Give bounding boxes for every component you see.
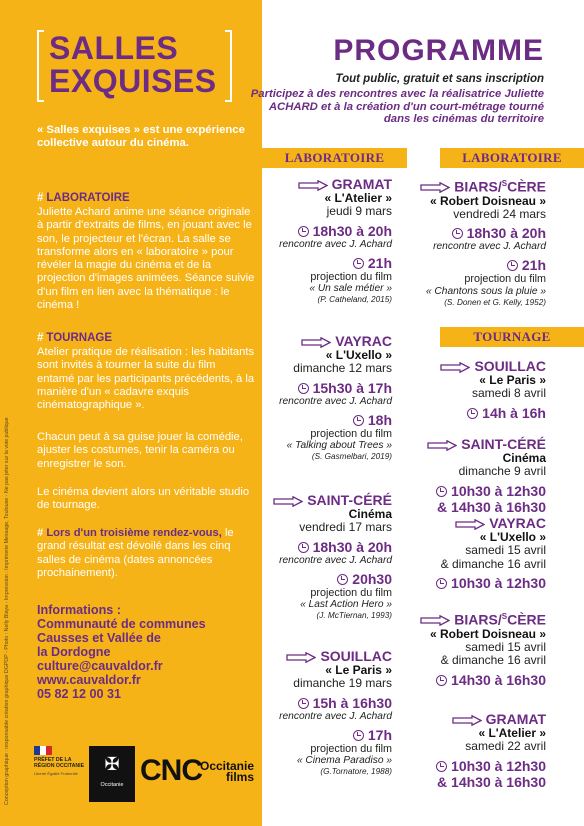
lead-paragraph: « Salles exquises » est une expérience collective autour du cinéma. — [37, 124, 245, 149]
event-slot: 20h30 — [262, 571, 392, 587]
third-meeting-heading: Lors d'un troisième rendez-vous, — [46, 527, 222, 539]
event-projection: projection du film — [310, 586, 392, 599]
event-town: GRAMAT — [386, 711, 546, 727]
event-slot: 14h30 à 16h30 — [386, 672, 546, 688]
event-place: « L'Atelier » — [478, 726, 546, 740]
tournage-text-3: Le cinéma devient alors un véritable studio de tournage. — [37, 486, 250, 512]
event-biars-1 — [396, 176, 546, 308]
info-org-3: la Dordogne — [37, 645, 111, 659]
banner-laboratoire-2: LABORATOIRE — [440, 148, 584, 168]
labo-text: Juliette Achard anime une séance originale à partir d'extraits de films, en jouant avec le son, le projecteur et l'écran. La salle se transforme alors en « laboratoire » pour révéler la magie du cinéma et de la projection d'images animées. Séance suivie d'un film en lien avec la thématique : le cinéma ! — [37, 206, 255, 312]
event-slot: 18h30 à 20h — [262, 223, 392, 239]
arrow-right-icon — [273, 496, 303, 507]
tournage-heading-text: TOURNAGE — [46, 332, 113, 344]
left-panel — [0, 0, 262, 826]
event-date-2: & dimanche 16 avril — [440, 556, 546, 571]
event-souillac-1 — [262, 648, 392, 777]
event-slot: 21h — [396, 257, 546, 273]
event-film: « Chantons sous la pluie » — [425, 285, 546, 297]
clock-icon — [436, 675, 447, 686]
programme-subtitle: Tout public, gratuit et sans inscription — [335, 73, 544, 85]
event-film-credit: (G.Tornatore, 1988) — [320, 767, 392, 776]
page-title — [49, 32, 217, 98]
clock-icon — [298, 698, 309, 709]
event-date: vendredi 17 mars — [299, 520, 392, 534]
event-meeting: rencontre avec J. Achard — [279, 395, 392, 407]
event-town: BIARS/$^S$CÈRE — [396, 176, 546, 195]
event-slot: 18h30 à 20h — [396, 225, 546, 241]
event-gramat-2 — [386, 711, 546, 790]
event-date: dimanche 19 mars — [293, 676, 392, 690]
occitan-cross-icon: ✠ — [104, 754, 120, 774]
event-place: « Robert Doisneau » — [429, 193, 546, 208]
arrow-right-icon — [286, 652, 316, 663]
event-slot: 14h à 16h — [396, 405, 546, 421]
event-town: VAYRAC — [262, 333, 392, 349]
arrow-right-icon — [452, 715, 482, 726]
event-place: « L'Uxello » — [479, 530, 546, 544]
clock-icon — [298, 383, 309, 394]
event-film-credit: (S. Donen et G. Kelly, 1952) — [444, 297, 546, 307]
event-film: « Last Action Hero » — [300, 599, 392, 610]
arrow-right-icon — [440, 362, 470, 373]
event-place: « Le Paris » — [479, 373, 546, 387]
occitanie-logo — [89, 746, 135, 802]
event-place: « Le Paris » — [325, 663, 392, 677]
event-town: SAINT-CÉRÉ — [386, 436, 546, 452]
event-vayrac-1 — [262, 333, 392, 462]
right-panel — [250, 0, 584, 826]
tournage-text-2: Chacun peut à sa guise jouer la comédie, ajuster les costumes, tenir la caméra ou enregistrer le son. — [37, 431, 243, 470]
arrow-right-icon — [420, 182, 450, 193]
french-flag-icon — [34, 746, 52, 755]
info-phone[interactable]: 05 82 12 00 31 — [37, 687, 122, 701]
event-slot: 10h30 à 12h30 — [386, 758, 546, 774]
hash-symbol: # — [37, 332, 44, 344]
event-date: vendredi 24 mars — [453, 206, 546, 221]
occitanie-logo-text: Occitanie — [100, 782, 124, 788]
event-meeting: rencontre avec J. Achard — [433, 241, 546, 253]
hash-symbol: # — [37, 527, 44, 539]
event-slot-2: & 14h30 à 16h30 — [437, 498, 546, 515]
event-town: SOUILLAC — [396, 358, 546, 374]
event-slot: 10h30 à 12h30 — [386, 575, 546, 591]
event-meeting: rencontre avec J. Achard — [279, 554, 392, 566]
title-bracket-right — [225, 30, 232, 102]
event-film-credit: (J. McTiernan, 1993) — [316, 611, 392, 620]
tournage-heading — [37, 332, 112, 344]
event-slot: 18h30 à 20h — [262, 539, 392, 555]
info-org-2: Causses et Vallée de — [37, 631, 161, 645]
banner-laboratoire-1: LABORATOIRE — [262, 148, 407, 168]
event-film: « Un sale métier » — [309, 283, 392, 294]
event-place: « L'Atelier » — [324, 191, 392, 205]
clock-icon — [353, 415, 364, 426]
arrow-right-icon — [420, 615, 450, 626]
event-date: dimanche 12 mars — [293, 361, 392, 375]
clock-icon — [298, 542, 309, 553]
event-slot-2: & 14h30 à 16h30 — [437, 773, 546, 790]
event-date: samedi 22 avril — [465, 739, 546, 753]
event-film-credit: (S. Gasmelbari, 2019) — [311, 452, 392, 461]
credits-vertical: Conception graphique : responsable création graphique DGPDP - Photo : Nelly Blaya - Impression : Imprimerie Message, Toulouse - Ne pas jeter sur la voie publique — [4, 417, 10, 805]
clock-icon — [298, 226, 309, 237]
event-vayrac-2 — [386, 515, 546, 591]
info-email-link[interactable]: culture@cauvaldor.fr — [37, 659, 163, 673]
event-meeting: rencontre avec J. Achard — [279, 238, 392, 250]
clock-icon — [452, 228, 463, 239]
salles-exquises-title — [37, 30, 232, 102]
third-meeting-body: le grand résultat est dévoilé dans les cinq salles de cinéma (dates annoncées prochainement). — [37, 527, 234, 579]
info-org-1: Communauté de communes — [37, 617, 206, 631]
event-place: Cinéma — [502, 451, 546, 465]
event-film: « Cinema Paradiso » — [296, 755, 392, 766]
arrow-right-icon — [298, 180, 328, 191]
clock-icon — [353, 258, 364, 269]
clock-icon — [337, 574, 348, 585]
title-line-2: EXQUISES — [49, 63, 217, 99]
event-town: VAYRAC — [386, 515, 546, 531]
event-date: dimanche 9 avril — [458, 464, 546, 478]
tournage-text: Atelier pratique de réalisation : les habitants sont invités à tourner la suite du film entamé par les participants précédents, à la manière d'un « cadavre exquis cinématographique ». — [37, 346, 255, 412]
clock-icon — [353, 730, 364, 741]
event-projection: projection du film — [310, 742, 392, 755]
event-saint-cere-1 — [262, 492, 392, 621]
event-film-credit: (P. Catheland, 2015) — [317, 295, 392, 304]
programme-intro: Participez à des rencontres avec la réalisatrice Juliette ACHARD et à la création d'un court-métrage tourné dans les cinémas du territoire — [250, 88, 544, 125]
event-date-2: & dimanche 16 avril — [440, 653, 546, 668]
event-projection: projection du film — [310, 427, 392, 440]
event-date: samedi 15 avril — [465, 543, 546, 557]
event-place: « L'Uxello » — [325, 348, 392, 362]
arrow-right-icon — [427, 440, 457, 451]
event-town: GRAMAT — [262, 176, 392, 192]
event-town: SOUILLAC — [262, 648, 392, 664]
event-slot: 18h — [262, 412, 392, 428]
labo-heading-text: LABORATOIRE — [46, 192, 130, 204]
arrow-right-icon — [301, 337, 331, 348]
event-projection: projection du film — [310, 270, 392, 283]
event-biars-2 — [386, 609, 546, 688]
event-slot: 10h30 à 12h30 — [386, 483, 546, 499]
title-line-1: SALLES — [49, 30, 179, 66]
event-place: « Robert Doisneau » — [429, 626, 546, 641]
info-website-link[interactable]: www.cauvaldor.fr — [37, 673, 141, 687]
programme-title: PROGRAMME — [333, 34, 544, 67]
clock-icon — [436, 761, 447, 772]
labo-heading — [37, 192, 130, 204]
arrow-right-icon — [455, 519, 485, 530]
info-block — [37, 603, 257, 701]
cnc-logo: CNC — [140, 754, 202, 787]
banner-tournage: TOURNAGE — [440, 327, 584, 347]
event-place: Cinéma — [348, 507, 392, 521]
hash-symbol: # — [37, 192, 44, 204]
event-slot: 15h30 à 17h — [262, 380, 392, 396]
event-town: SAINT-CÉRÉ — [262, 492, 392, 508]
third-meeting-text — [37, 527, 255, 580]
event-souillac-2 — [396, 358, 546, 421]
event-gramat-1 — [262, 176, 392, 305]
occitanie-films-text-1: Occitanie — [200, 759, 255, 773]
partner-logos — [34, 746, 262, 802]
event-slot: 17h — [262, 727, 392, 743]
event-projection: projection du film — [464, 273, 546, 286]
clock-icon — [507, 260, 518, 271]
clock-icon — [467, 408, 478, 419]
event-slot: 15h à 16h30 — [262, 695, 392, 711]
title-bracket-left — [37, 30, 44, 102]
clock-icon — [436, 486, 447, 497]
event-town: BIARS/$^S$CÈRE — [386, 609, 546, 628]
event-slot: 21h — [262, 255, 392, 271]
prefet-logo — [34, 746, 86, 776]
event-date: jeudi 9 mars — [326, 204, 392, 218]
clock-icon — [436, 578, 447, 589]
event-date: samedi 8 avril — [471, 386, 546, 400]
prefet-logo-text: PRÉFET DE LA RÉGION OCCITANIE — [34, 757, 85, 769]
occitanie-films-text-2: films — [226, 770, 255, 784]
event-date: samedi 15 avril — [465, 639, 546, 654]
event-film: « Talking about Trees » — [286, 440, 392, 451]
occitanie-films-logo — [200, 761, 254, 783]
prefet-logo-motto: Liberté Égalité Fraternité — [34, 771, 78, 776]
event-saint-cere-2 — [386, 436, 546, 515]
info-heading: Informations : — [37, 603, 121, 617]
event-meeting: rencontre avec J. Achard — [279, 710, 392, 722]
